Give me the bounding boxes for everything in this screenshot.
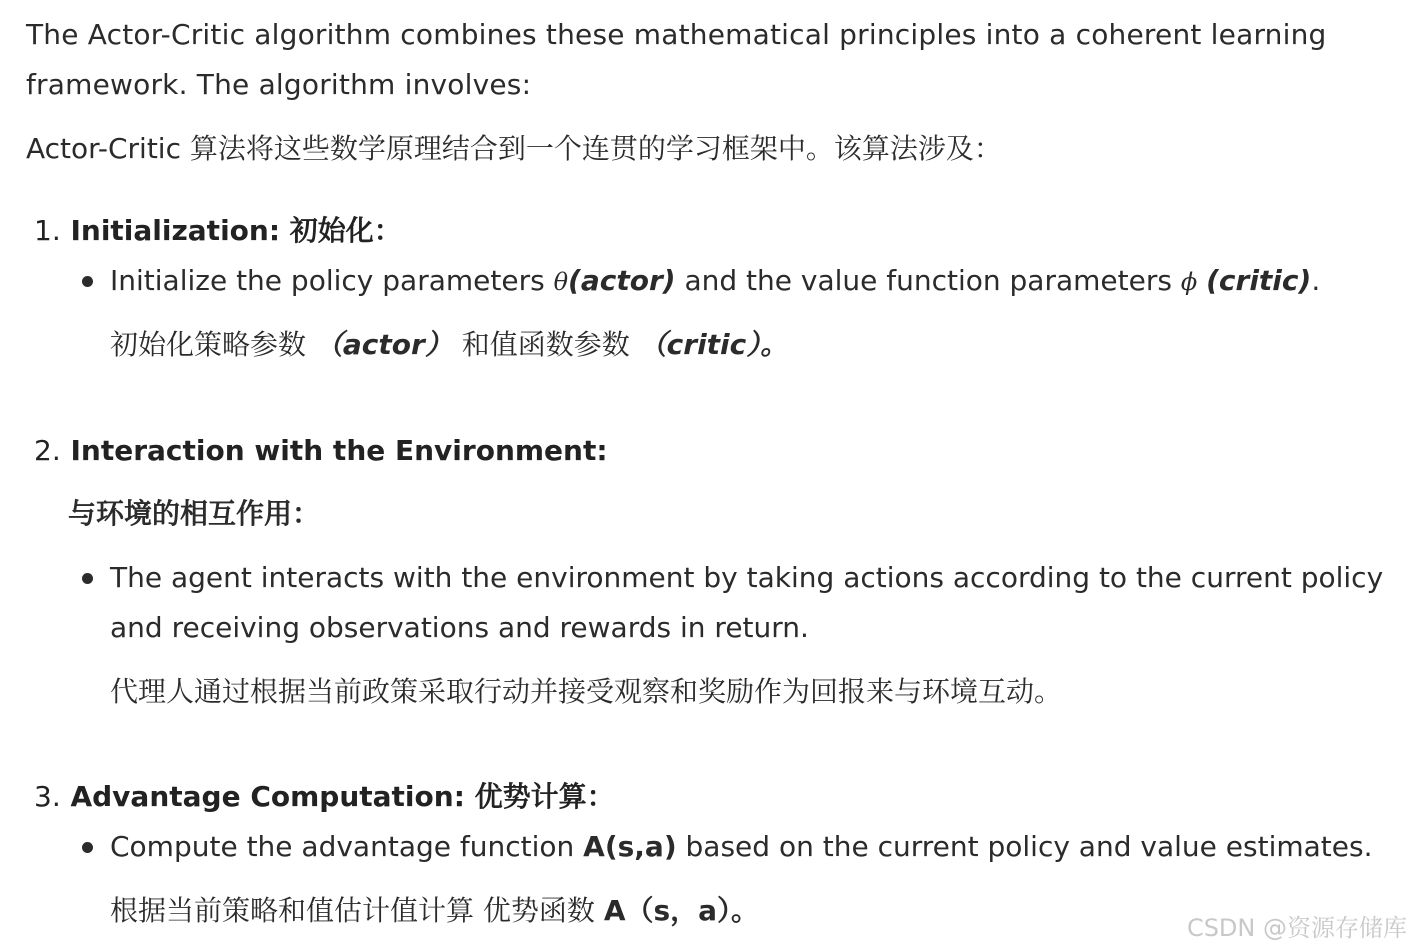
intro-en-line-2: framework. The algorithm involves: [26,68,532,101]
critic-label: (critic) [1206,264,1312,297]
step-1-zh-text-a: 初始化策略参数 [110,328,315,361]
step-2-bullet-line-2: and receiving observations and rewards in return. [110,611,809,644]
phi-symbol: ϕ [1180,268,1198,296]
step-1-bullet [110,263,1320,300]
step-3-bullet-text-b: based on the current policy and value estimates. [676,830,1373,863]
step-2-heading [34,433,608,469]
step-1-number: 1. [34,214,61,247]
watermark: CSDN @资源存储库 [1186,914,1407,942]
theta-symbol: θ [553,268,569,296]
step-3-number: 3. [34,780,61,813]
step-3-bullet-text-a: Compute the advantage function [110,830,584,863]
step-2-title: Interaction with the Environment: [70,434,608,467]
step-2-number: 2. [34,434,61,467]
advantage-function: A(s,a) [583,830,677,863]
step-2-zh: 代理人通过根据当前政策采取行动并接受观察和奖励作为回报来与环境互动。 [110,675,1063,708]
bullet-dot-icon [82,573,93,584]
actor-label-zh: （actor） [314,328,453,361]
step-3-bullet [110,829,1372,865]
step-3-title: Advantage Computation: 优势计算： [70,780,615,813]
step-3-zh [110,893,759,929]
step-1-zh [110,327,788,363]
intro-en-line-1: The Actor-Critic algorithm combines these mathematical principles into a coherent learning [26,18,1327,51]
step-1-heading [34,213,402,249]
intro-zh: Actor-Critic 算法将这些数学原理结合到一个连贯的学习框架中。该算法涉及： [26,132,1002,165]
step-1-zh-text-b: 和值函数参数 [452,328,639,361]
bullet-dot-icon [82,842,93,853]
step-1-bullet-end: . [1311,264,1321,297]
bullet-dot-icon [82,276,93,287]
step-3-heading [34,779,615,815]
step-1-bullet-text-b: and the value function parameters [675,264,1181,297]
actor-label: (actor) [568,264,676,297]
step-2-bullet-line-1: The agent interacts with the environment by taking actions according to the current policy [110,561,1384,594]
step-3-zh-text: 根据当前策略和值估计值计算 优势函数 [110,894,604,927]
critic-label-zh: （critic）。 [638,328,789,361]
step-1-title: Initialization: 初始化： [70,214,402,247]
advantage-function-zh: A（s，a）。 [603,894,760,927]
step-2-subtitle-zh: 与环境的相互作用： [68,497,321,530]
step-1-bullet-text-a: Initialize the policy parameters [110,264,554,297]
